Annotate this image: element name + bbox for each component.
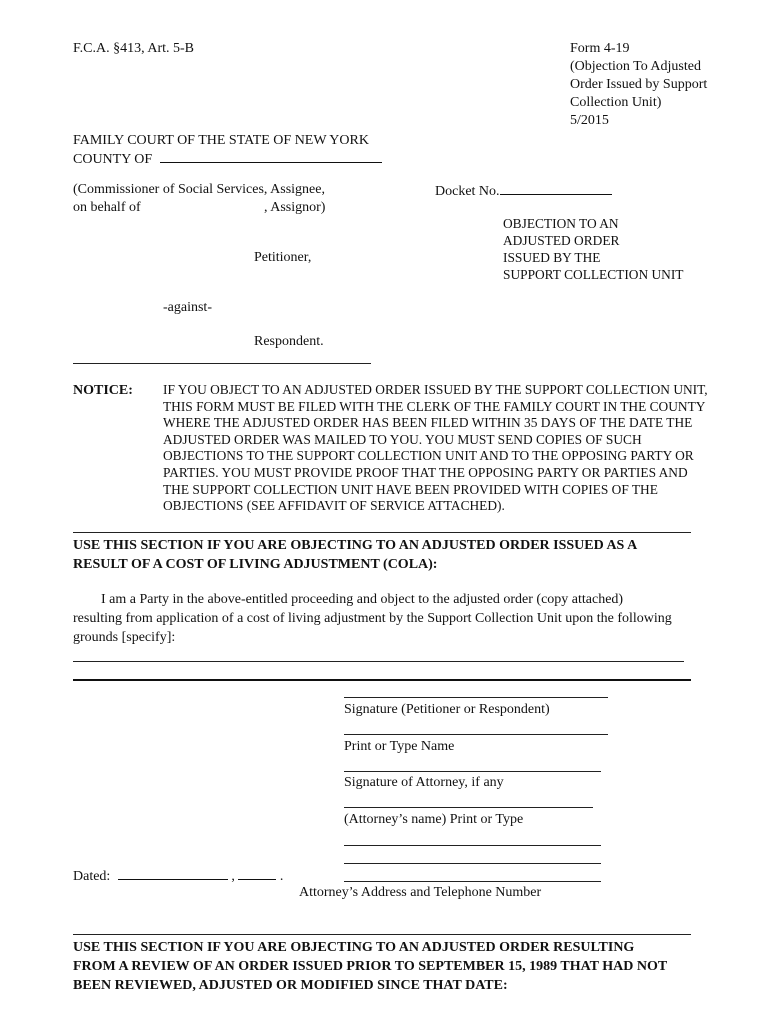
section-divider: [73, 934, 691, 935]
dated-label: Dated:: [73, 869, 111, 884]
petitioner-line-2-prefix: on behalf of: [73, 200, 141, 215]
signature-field[interactable]: [344, 697, 608, 698]
cola-objection-paragraph: [73, 590, 733, 647]
title-line: ADJUSTED ORDER: [503, 233, 620, 248]
grounds-field-line[interactable]: [73, 661, 684, 662]
notice-line: PARTIES. YOU MUST PROVIDE PROOF THAT THE OPPOSING PARTY OR PARTIES AND: [163, 464, 688, 480]
notice-line: IF YOU OBJECT TO AN ADJUSTED ORDER ISSUED BY THE SUPPORT COLLECTION UNIT,: [163, 382, 708, 397]
against-label: -against-: [163, 300, 212, 315]
cola-section-heading: [73, 536, 733, 574]
heading-line: USE THIS SECTION IF YOU ARE OBJECTING TO AN ADJUSTED ORDER ISSUED AS A: [73, 538, 638, 553]
petitioner-line-2-suffix: , Assignor): [264, 200, 326, 215]
date-month-day-field[interactable]: [118, 866, 228, 880]
attorney-address-field[interactable]: [344, 845, 601, 846]
paragraph-line: I am a Party in the above-entitled proceeding and object to the adjusted order (copy attached): [73, 592, 624, 607]
attorney-phone-field[interactable]: [344, 881, 601, 882]
paragraph-line: grounds [specify]:: [73, 630, 176, 645]
notice-label: NOTICE:: [73, 383, 133, 398]
title-line: ISSUED BY THE: [503, 250, 601, 265]
notice-line: OBJECTIONS TO THE SUPPORT COLLECTION UNIT AND TO THE OPPOSING PARTY OR: [163, 448, 694, 464]
form-id-line: 5/2015: [570, 113, 609, 128]
heading-line: RESULT OF A COST OF LIVING ADJUSTMENT (COLA):: [73, 557, 438, 572]
print-name-label: Print or Type Name: [344, 739, 455, 754]
form-id-line: Order Issued by Support: [570, 77, 708, 92]
heading-line: BEEN REVIEWED, ADJUSTED OR MODIFIED SINCE THAT DATE:: [73, 978, 508, 993]
docket-row: [435, 181, 612, 201]
dated-row: [73, 866, 283, 886]
signature-label: Signature (Petitioner or Respondent): [344, 702, 550, 717]
title-line: OBJECTION TO AN: [503, 216, 619, 231]
county-label: COUNTY OF: [73, 152, 153, 167]
attorney-address-field[interactable]: [344, 863, 601, 864]
form-id-line: (Objection To Adjusted: [570, 59, 701, 74]
docket-label: Docket No.: [435, 184, 500, 199]
attorney-address-label: Attorney’s Address and Telephone Number: [299, 885, 542, 900]
attorney-signature-label: Signature of Attorney, if any: [344, 775, 504, 790]
petitioner-line-1: (Commissioner of Social Services, Assignee,: [73, 182, 325, 197]
statute-reference: F.C.A. §413, Art. 5-B: [73, 41, 195, 56]
form-id-block: [570, 40, 707, 130]
county-row: [73, 149, 382, 169]
grounds-field-line[interactable]: [73, 679, 691, 681]
paragraph-line: resulting from application of a cost of living adjustment by the Support Collection Unit upon the following: [73, 611, 672, 626]
title-line: SUPPORT COLLECTION UNIT: [503, 267, 684, 282]
caption-divider: [73, 363, 371, 364]
notice-text: [163, 382, 743, 515]
print-name-field[interactable]: [344, 734, 608, 735]
heading-line: USE THIS SECTION IF YOU ARE OBJECTING TO AN ADJUSTED ORDER RESULTING: [73, 940, 635, 955]
date-comma: ,: [231, 869, 235, 884]
date-year-field[interactable]: [238, 866, 276, 880]
respondent-label: Respondent.: [254, 334, 324, 349]
date-period: .: [279, 869, 284, 884]
attorney-signature-field[interactable]: [344, 771, 601, 772]
notice-divider: [73, 532, 691, 533]
notice-line: OBJECTIONS (SEE AFFIDAVIT OF SERVICE ATTACHED).: [163, 498, 505, 514]
petitioner-label: Petitioner,: [254, 250, 312, 265]
review-section-heading: [73, 938, 733, 995]
attorney-name-label: (Attorney’s name) Print or Type: [344, 812, 524, 827]
court-name: FAMILY COURT OF THE STATE OF NEW YORK: [73, 133, 369, 148]
notice-line: THE SUPPORT COLLECTION UNIT HAVE BEEN PROVIDED WITH COPIES OF THE: [163, 481, 658, 497]
form-id-line: Collection Unit): [570, 95, 662, 110]
attorney-name-field[interactable]: [344, 807, 593, 808]
form-id-line: Form 4-19: [570, 41, 630, 56]
notice-line: ADJUSTED ORDER WAS MAILED TO YOU. YOU MUST SEND COPIES OF SUCH: [163, 431, 642, 447]
docket-number-field[interactable]: [500, 181, 612, 195]
notice-line: WHERE THE ADJUSTED ORDER HAS BEEN FILED WITHIN 35 DAYS OF THE DATE THE: [163, 415, 693, 431]
document-title: [503, 215, 683, 283]
heading-line: FROM A REVIEW OF AN ORDER ISSUED PRIOR TO SEPTEMBER 15, 1989 THAT HAD NOT: [73, 959, 668, 974]
notice-line: THIS FORM MUST BE FILED WITH THE CLERK OF THE FAMILY COURT IN THE COUNTY: [163, 398, 706, 414]
county-field[interactable]: [160, 149, 382, 163]
